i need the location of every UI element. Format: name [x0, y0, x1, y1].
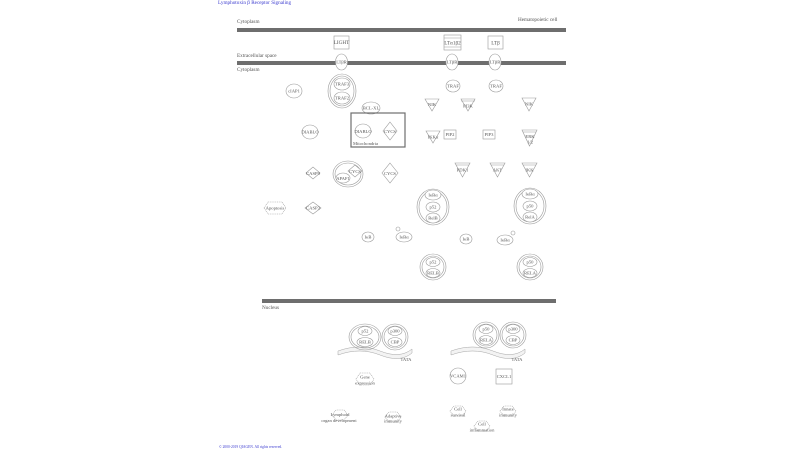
svg-text:PDK1: PDK1	[456, 167, 469, 173]
svg-text:APAF1: APAF1	[336, 176, 350, 181]
svg-text:IκB: IκB	[462, 236, 470, 242]
label-cytoplasm: Cytoplasm	[237, 67, 260, 73]
node-innate-immunity[interactable]	[499, 406, 518, 418]
svg-text:RELA: RELA	[480, 337, 492, 343]
svg-text:LTβR: LTβR	[489, 59, 501, 65]
svg-text:p50: p50	[526, 259, 534, 265]
node-ikk[interactable]	[522, 163, 537, 177]
hematopoietic-membrane	[237, 28, 566, 32]
node-cxcl1[interactable]	[496, 369, 512, 384]
svg-text:immunity: immunity	[499, 412, 517, 418]
svg-text:NIK: NIK	[427, 102, 437, 107]
svg-text:Lymphoid: Lymphoid	[330, 412, 350, 417]
node-vcam1[interactable]	[450, 368, 467, 384]
node-cell-survival[interactable]	[450, 406, 466, 418]
node-traf3-traf2-complex[interactable]	[328, 74, 356, 108]
svg-text:DIABLO: DIABLO	[301, 129, 319, 135]
node-ikb-c[interactable]	[460, 234, 472, 244]
node-ltbr-3[interactable]	[489, 54, 501, 70]
svg-text:RELB: RELB	[359, 339, 371, 345]
svg-text:p50: p50	[482, 326, 490, 332]
svg-text:IκBα: IκBα	[399, 234, 409, 240]
label-extracellular-space: Extracellular space	[237, 53, 277, 59]
svg-text:TRAF: TRAF	[447, 83, 459, 89]
svg-text:CASP3: CASP3	[306, 205, 320, 211]
node-ikb-b[interactable]	[396, 227, 412, 242]
diagram-title[interactable]: Lymphotoxin β Receptor Signaling	[218, 0, 292, 6]
svg-text:organ development: organ development	[321, 418, 357, 423]
svg-text:PI3K: PI3K	[463, 103, 473, 109]
svg-text:p300: p300	[508, 326, 518, 332]
node-cycs[interactable]	[382, 163, 398, 183]
node-gene-expression[interactable]	[355, 373, 375, 386]
svg-text:RELB: RELB	[427, 270, 439, 276]
svg-text:CYCS: CYCS	[383, 171, 397, 176]
node-ikba-p52-relb-complex[interactable]	[417, 189, 449, 225]
node-traf-b[interactable]	[489, 80, 503, 92]
node-lymphoid-organ-development[interactable]	[321, 410, 357, 423]
svg-text:Gene: Gene	[360, 374, 370, 380]
svg-text:IκBα: IκBα	[500, 237, 510, 243]
svg-text:inflammation: inflammation	[469, 427, 495, 433]
svg-text:IκBα: IκBα	[525, 191, 535, 197]
node-diablo[interactable]	[301, 125, 319, 139]
node-akt[interactable]	[490, 163, 505, 177]
svg-text:RelB: RelB	[428, 215, 438, 221]
svg-text:LIGHT: LIGHT	[333, 40, 350, 46]
node-ciap1[interactable]	[286, 84, 302, 98]
svg-text:Apoptosis: Apoptosis	[265, 205, 285, 211]
node-adaptive-immunity[interactable]	[384, 412, 403, 424]
svg-text:expression: expression	[355, 380, 375, 386]
svg-text:PIP3: PIP3	[484, 132, 494, 137]
svg-text:CASP9: CASP9	[306, 171, 320, 176]
svg-text:CBP: CBP	[390, 339, 400, 345]
svg-text:BCL-XL: BCL-XL	[362, 105, 380, 111]
svg-text:PIP2: PIP2	[445, 132, 455, 137]
node-lta1b2[interactable]	[444, 35, 461, 50]
node-diablo-mito[interactable]	[354, 124, 372, 138]
node-ltb[interactable]	[488, 36, 503, 49]
node-ltbr-2[interactable]	[446, 54, 458, 70]
node-ikb-a[interactable]	[362, 232, 374, 242]
svg-text:1/2: 1/2	[527, 139, 533, 145]
svg-text:LTβR: LTβR	[446, 59, 458, 65]
svg-text:CXCL1: CXCL1	[496, 374, 512, 379]
node-ltbr-1[interactable]	[336, 54, 348, 70]
svg-text:p52: p52	[429, 204, 437, 210]
node-casp9[interactable]	[306, 167, 321, 179]
svg-text:CBP: CBP	[508, 337, 518, 343]
node-nik-1[interactable]	[425, 99, 439, 111]
svg-text:VCAM1: VCAM1	[449, 373, 467, 379]
svg-text:RELA: RELA	[524, 270, 536, 276]
nuclear-membrane	[262, 299, 556, 303]
svg-text:CYCS: CYCS	[383, 129, 397, 134]
label-nucleus: Nucleus	[262, 305, 279, 311]
node-light[interactable]	[334, 36, 350, 49]
plasma-membrane	[237, 61, 566, 65]
node-pi3k[interactable]	[461, 99, 475, 111]
label-cytoplasm-top: Cytoplasm	[237, 19, 260, 25]
node-erk12[interactable]	[522, 130, 537, 146]
node-cell-inflammation[interactable]	[470, 421, 495, 433]
node-apoptosis[interactable]	[264, 202, 286, 214]
svg-text:immunity: immunity	[384, 418, 402, 424]
svg-text:TATA: TATA	[400, 357, 412, 362]
svg-text:survival: survival	[450, 412, 466, 418]
nuclear-complex-rela[interactable]	[451, 322, 526, 362]
svg-text:NIK: NIK	[524, 101, 534, 107]
svg-text:Mitochondria: Mitochondria	[353, 141, 379, 146]
svg-text:RelA: RelA	[525, 214, 535, 220]
node-ikka[interactable]	[426, 131, 440, 143]
svg-text:IKKα: IKKα	[427, 134, 439, 140]
node-p50-rela-complex[interactable]	[517, 254, 543, 280]
svg-text:IKK: IKK	[525, 167, 534, 173]
svg-text:LTβ: LTβ	[491, 40, 500, 47]
node-nik-2[interactable]	[522, 98, 536, 111]
svg-text:LTα1β2: LTα1β2	[444, 40, 461, 47]
svg-text:LTβR: LTβR	[336, 59, 347, 65]
svg-text:IκBα: IκBα	[428, 192, 438, 198]
svg-text:TRAF3: TRAF3	[334, 81, 350, 87]
node-pdk1[interactable]	[455, 163, 470, 177]
label-hematopoietic-cell: Hematopoietic cell	[518, 17, 558, 23]
node-pip2[interactable]	[444, 130, 456, 139]
node-pip3[interactable]	[483, 130, 495, 139]
svg-text:DIABLO: DIABLO	[354, 129, 372, 134]
copyright-footer: © 2000-2019 QIAGEN. All rights reserved.	[219, 445, 283, 449]
node-traf-a[interactable]	[446, 80, 460, 92]
node-p52-relb-complex[interactable]	[420, 254, 446, 280]
svg-text:cIAP1: cIAP1	[288, 88, 300, 94]
svg-text:AKT: AKT	[492, 167, 503, 173]
svg-text:IκB: IκB	[364, 234, 372, 240]
svg-text:p300: p300	[390, 328, 400, 334]
svg-text:p52: p52	[361, 328, 369, 334]
svg-text:CYCS: CYCS	[348, 169, 362, 174]
nuclear-complex-relb[interactable]	[338, 324, 412, 362]
svg-text:Cell: Cell	[478, 421, 486, 427]
svg-text:p50: p50	[526, 203, 534, 209]
node-bcl-xl[interactable]	[362, 102, 380, 114]
svg-text:Cell: Cell	[454, 406, 462, 412]
node-ikba-p50-rela-complex[interactable]	[514, 188, 546, 224]
node-ikb-d[interactable]	[497, 231, 515, 245]
svg-text:TRAF2: TRAF2	[334, 95, 350, 101]
node-cycs-mito[interactable]	[383, 122, 397, 140]
svg-text:ERK: ERK	[525, 134, 535, 139]
svg-text:TRAF: TRAF	[490, 83, 502, 89]
svg-text:Adaptive: Adaptive	[384, 413, 402, 419]
svg-text:p52: p52	[429, 259, 437, 265]
node-casp3[interactable]	[305, 202, 321, 214]
node-cycs-apaf1-complex[interactable]	[333, 161, 363, 187]
svg-text:TATA: TATA	[511, 357, 523, 362]
svg-text:Innate: Innate	[502, 406, 514, 412]
